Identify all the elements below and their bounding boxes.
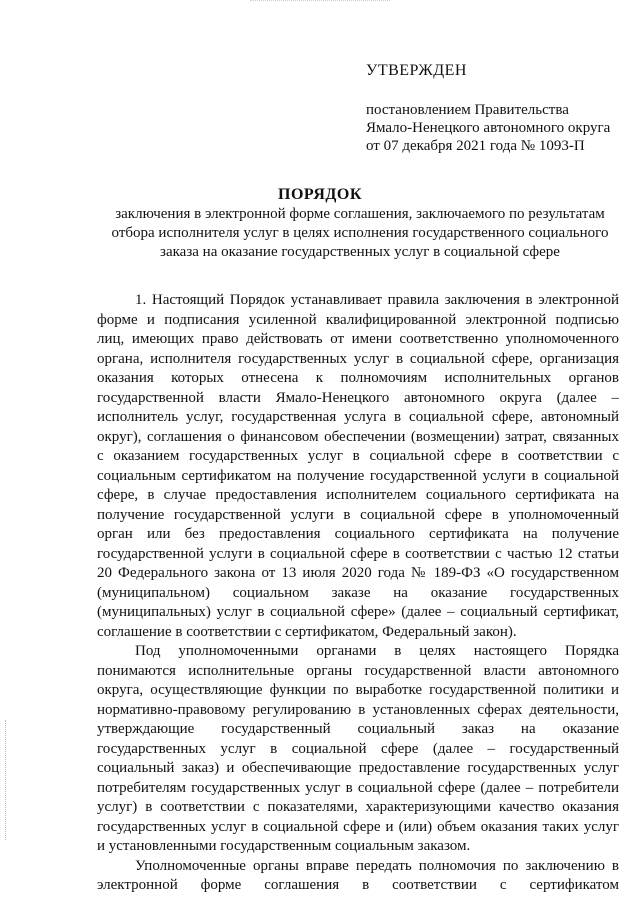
- text-line: услуг) в соответствии с показателями, характеризующими качество оказания: [97, 799, 619, 815]
- paragraph-2: [97, 642, 619, 857]
- text-line: с оказанием государственных услуг в социальной сфере в соответствии с: [97, 448, 619, 464]
- text-line: государственных услуг в социальной сфере (далее – государственный: [97, 740, 619, 757]
- text-line: органа, исполнителя государственных услуг в социальной сфере, организация: [97, 350, 619, 367]
- text-line: округ), соглашения о финансовом обеспечении (возмещении) затрат, связанных: [97, 428, 619, 445]
- subtitle-line: отбора исполнителя услуг в целях исполнения государственного социального: [111, 225, 609, 241]
- text-line: (муниципальном) социальном заказе на оказание государственных: [97, 584, 619, 601]
- text-line: орган или без предоставления социального сертификата на получение: [97, 526, 619, 542]
- paragraph-3: [97, 857, 619, 896]
- text-line: соглашение в соответствии с сертификатом, Федеральный закон).: [97, 623, 517, 640]
- text-line: получение государственной услуги в социальной сфере в уполномоченный: [97, 506, 619, 523]
- subtitle-line: заключения в электронной форме соглашения, заключаемого по результатам: [115, 206, 605, 222]
- approval-line-region: Ямало-Ненецкого автономного округа: [366, 120, 611, 136]
- text-line: исполнитель услуг, государственная услуга в социальной сфере, автономный: [97, 409, 619, 425]
- text-line: и установленными государственным социальным заказом.: [97, 838, 471, 854]
- text-line: нормативно-правовому регулированию в установленных сферах деятельности,: [97, 701, 619, 718]
- text-line: 20 Федерального закона от 13 июля 2020 года № 189-ФЗ «О государственном: [97, 565, 619, 581]
- text-line: электронной форме соглашения в соответствии с сертификатом: [97, 877, 619, 893]
- text-line: социальный заказ) и обеспечивающие предоставление государственных услуг: [97, 760, 619, 776]
- document-body: [97, 291, 619, 896]
- text-line: сфере, в случае предоставления исполнителем социального сертификата на: [97, 487, 619, 503]
- approval-line-date: от 07 декабря 2021 года № 1093-П: [366, 138, 585, 154]
- text-line: 1. Настоящий Порядок устанавливает правила заключения в электронной: [135, 292, 619, 308]
- text-line: государственной услуги в социальной сфере в соответствии с частью 12 статьи: [97, 545, 619, 562]
- text-line: округа, осуществляющие функции по выработке государственной политики и: [97, 682, 619, 698]
- scan-artifact: [250, 0, 390, 5]
- approval-title: УТВЕРЖДЕН: [366, 62, 467, 79]
- text-line: форме и подписания усиленной квалифицированной электронной подписью: [97, 311, 619, 328]
- document-subtitle: [90, 205, 630, 262]
- document-title: ПОРЯДОК: [278, 186, 362, 203]
- text-line: утверждающие государственный социальный заказ на оказание: [97, 721, 619, 737]
- approval-block: [366, 62, 626, 155]
- approval-line-decree: постановлением Правительства: [366, 102, 569, 118]
- scan-artifact: [5, 720, 8, 840]
- text-line: потребителям государственных услуг в социальной сфере (далее – потребители: [97, 779, 619, 796]
- paragraph-1: [97, 291, 619, 642]
- text-line: (муниципальных) услуг в социальной сфере» (далее – социальный сертификат,: [97, 604, 619, 620]
- text-line: лиц, имеющих право действовать от имени соответственно уполномоченного: [97, 331, 619, 347]
- text-line: Уполномоченные органы вправе передать полномочия по заключению в: [135, 857, 619, 874]
- text-line: оказания которых отнесена к полномочиям исполнительных органов: [97, 370, 619, 386]
- text-line: понимаются исполнительные органы государственной власти автономного: [97, 662, 619, 679]
- text-line: социальным сертификатом на получение государственной услуги в социальной: [97, 467, 619, 484]
- text-line: Под уполномоченными органами в целях настоящего Порядка: [135, 643, 619, 659]
- text-line: государственных услуг в социальной сфере и (или) объем оказания таких услуг: [97, 818, 619, 835]
- subtitle-line: заказа на оказание государственных услуг в социальной сфере: [160, 244, 560, 260]
- text-line: государственной власти Ямало-Ненецкого автономного округа (далее –: [97, 389, 619, 406]
